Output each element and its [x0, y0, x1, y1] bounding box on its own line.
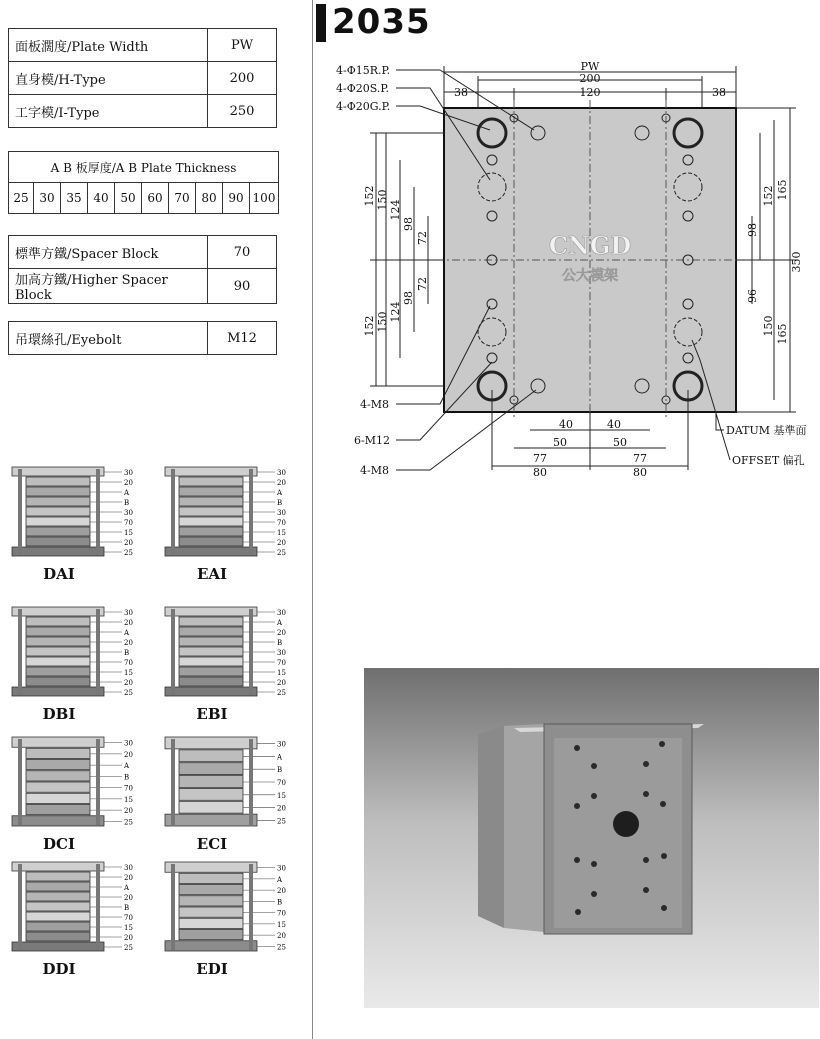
- mold-type-ddi: [10, 860, 160, 980]
- thickness-value: 90: [223, 183, 250, 214]
- mold-plate: [26, 782, 90, 792]
- mold-plate: [12, 687, 104, 696]
- i-type-label: 工字模/I-Type: [9, 95, 208, 128]
- mold-plate: [26, 922, 90, 931]
- dim-label: 40: [559, 418, 573, 431]
- mold-dim-label: A: [124, 884, 130, 892]
- mold-dim-label: 25: [124, 944, 133, 952]
- mold-dim-label: 25: [277, 817, 286, 826]
- mold-dim-label: 20: [124, 874, 133, 882]
- thickness-value: 100: [250, 183, 279, 214]
- dim-label: 98: [402, 217, 415, 231]
- mold-plate: [26, 793, 90, 803]
- guide-pillar: [249, 864, 253, 950]
- mold-dim-label: 70: [277, 659, 286, 667]
- dim-label: 77: [633, 452, 647, 465]
- mold-type-label: DCI: [43, 835, 75, 853]
- dim-label: 98: [746, 223, 759, 237]
- mold-dim-label: 30: [277, 864, 286, 873]
- mold-dim-label: 20: [124, 639, 133, 647]
- mold-plate: [26, 617, 90, 626]
- offset-label: OFFSET 偏孔: [732, 454, 805, 467]
- mold-plate: [26, 667, 90, 676]
- spacer-value: 70: [208, 236, 277, 269]
- mold-plate: [179, 497, 243, 506]
- thickness-value: 50: [115, 183, 142, 214]
- mold-type-dci: [10, 735, 160, 855]
- mold-plate: [26, 912, 90, 921]
- guide-pillar: [249, 469, 253, 555]
- dim-label: 152: [762, 185, 775, 207]
- higher-spacer-label: 加高方鐵/Higher Spacer Block: [9, 269, 208, 304]
- plate-drawing: [316, 50, 820, 480]
- guide-pillar: [96, 739, 100, 825]
- mold-type-eci: [163, 735, 313, 855]
- mold-plate: [179, 477, 243, 486]
- thickness-values-row: [9, 183, 279, 214]
- thickness-value: 60: [142, 183, 169, 214]
- table-row: [9, 62, 277, 95]
- mold-plate: [165, 862, 257, 872]
- mold-plate: [26, 517, 90, 526]
- dim-label: 124: [389, 301, 402, 323]
- mold-dim-label: B: [124, 904, 130, 912]
- mold-plate: [26, 932, 90, 941]
- dim-label: 50: [553, 436, 567, 449]
- mold-type-dai: [10, 465, 160, 585]
- mold-plate: [26, 760, 90, 770]
- dim-label: 350: [790, 251, 803, 273]
- mold-dim-label: 30: [277, 649, 286, 657]
- mold-schematic: [10, 860, 160, 960]
- guide-pillar: [96, 609, 100, 695]
- mold-dim-label: A: [124, 762, 130, 771]
- mold-dim-label: 20: [124, 750, 133, 759]
- mold-dim-label: 30: [124, 509, 133, 517]
- mold-dim-label: 20: [124, 679, 133, 687]
- mold-dim-label: 70: [124, 784, 133, 793]
- guide-pillar: [18, 469, 22, 555]
- mold-type-label: EDI: [196, 960, 228, 978]
- dim-label: 150: [376, 189, 389, 211]
- guide-pillar: [18, 609, 22, 695]
- dim-label: 38: [712, 86, 726, 99]
- mold-dim-label: 25: [124, 689, 133, 697]
- mold-plate: [165, 467, 257, 476]
- mold-dim-label: 30: [124, 864, 133, 872]
- mold-plate: [165, 737, 257, 749]
- mold-dim-label: 15: [124, 529, 133, 537]
- mold-dim-label: 70: [124, 659, 133, 667]
- mold-base-illustration: [364, 668, 819, 1008]
- mold-plate: [179, 617, 243, 626]
- mold-plate: [179, 873, 243, 883]
- mold-type-dbi: [10, 605, 160, 725]
- mold-dim-label: 30: [124, 469, 133, 477]
- dim-label: 150: [762, 315, 775, 337]
- mold-schematic: [10, 605, 160, 705]
- mold-dim-label: A: [277, 619, 283, 627]
- mold-dim-label: B: [124, 649, 130, 657]
- mold-dim-label: 25: [124, 818, 133, 827]
- mold-plate: [26, 872, 90, 881]
- mold-dim-label: 25: [277, 943, 286, 952]
- mold-dim-label: 20: [124, 934, 133, 942]
- dim-label: PW: [580, 60, 600, 73]
- mold-plate: [179, 527, 243, 536]
- dim-label: 72: [416, 277, 429, 291]
- dim-label: 50: [613, 436, 627, 449]
- mold-plate: [26, 892, 90, 901]
- mold-dim-label: 20: [124, 619, 133, 627]
- dim-label: 150: [376, 311, 389, 333]
- table-row: [9, 236, 277, 269]
- mold-dim-label: 20: [277, 887, 286, 896]
- mold-dim-label: 30: [124, 739, 133, 748]
- table-row: [9, 29, 277, 62]
- mold-dim-label: 25: [124, 549, 133, 557]
- guide-pillar: [18, 739, 22, 825]
- mold-plate: [26, 627, 90, 636]
- mold-plate: [179, 896, 243, 906]
- guide-pillar: [249, 739, 253, 825]
- mold-plate: [12, 607, 104, 616]
- mold-plate: [12, 467, 104, 476]
- mold-plate: [179, 647, 243, 656]
- mold-dim-label: 20: [124, 539, 133, 547]
- mold-dim-label: A: [277, 489, 283, 497]
- dim-label: 80: [533, 466, 547, 479]
- logo-subtext: 公大模架: [562, 268, 618, 284]
- h-type-label: 直身模/H-Type: [9, 62, 208, 95]
- guide-pillar: [171, 469, 175, 555]
- mold-plate: [179, 763, 243, 775]
- mold-plate: [26, 677, 90, 686]
- mold-type-eai: [163, 465, 313, 585]
- mold-dim-label: 20: [277, 804, 286, 813]
- mold-dim-label: B: [277, 499, 283, 507]
- mold-plate: [26, 748, 90, 758]
- mold-plate: [179, 537, 243, 546]
- mold-type-label: DDI: [42, 960, 76, 978]
- thickness-table: [8, 151, 279, 214]
- mold-dim-label: 30: [277, 609, 286, 617]
- mold-plate: [26, 657, 90, 666]
- guide-pillar: [96, 864, 100, 950]
- mold-dim-label: 20: [277, 479, 286, 487]
- mold-plate: [179, 776, 243, 788]
- mold-plate: [165, 687, 257, 696]
- mold-plate: [12, 816, 104, 826]
- mold-type-label: EBI: [196, 705, 228, 723]
- mold-schematic: [163, 605, 313, 705]
- thickness-value: 25: [9, 183, 34, 214]
- table-row: [9, 95, 277, 128]
- callout-label: 6-M12: [354, 434, 390, 447]
- mold-dim-label: 70: [124, 519, 133, 527]
- mold-plate: [179, 918, 243, 928]
- mold-dim-label: 20: [124, 807, 133, 816]
- thickness-value: 40: [88, 183, 115, 214]
- mold-plate: [12, 547, 104, 556]
- mold-dim-label: 15: [124, 795, 133, 804]
- guide-pillar: [96, 469, 100, 555]
- mold-type-edi: [163, 860, 313, 980]
- mold-type-ebi: [163, 605, 313, 725]
- mold-plate: [26, 537, 90, 546]
- mold-dim-label: 15: [124, 669, 133, 677]
- mold-plate: [26, 527, 90, 536]
- dim-label: 120: [579, 86, 601, 99]
- mold-dim-label: B: [124, 499, 130, 507]
- mold-plate: [26, 902, 90, 911]
- dim-label: 200: [579, 72, 601, 85]
- dim-label: 96: [746, 289, 759, 303]
- dim-label: 98: [402, 291, 415, 305]
- mold-plate: [12, 737, 104, 747]
- mold-dim-label: 20: [277, 932, 286, 941]
- mold-plate: [165, 547, 257, 556]
- mold-dim-label: 25: [277, 689, 286, 697]
- callout-label: 4-Φ15R.P.: [336, 64, 391, 77]
- dim-label: 165: [776, 323, 789, 345]
- mold-dim-label: 20: [124, 479, 133, 487]
- mold-dim-label: 30: [277, 509, 286, 517]
- mold-schematic: [10, 735, 160, 835]
- table-row: [9, 322, 277, 355]
- mold-dim-label: A: [277, 875, 283, 884]
- eyebolt-label: 吊環絲孔/Eyebolt: [9, 322, 208, 355]
- mold-plate: [179, 750, 243, 762]
- mold-dim-label: 15: [277, 669, 286, 677]
- dim-label: 165: [776, 179, 789, 201]
- callout-label: 4-Φ20G.P.: [336, 100, 391, 113]
- table-row: [9, 269, 277, 304]
- mold-type-label: DBI: [42, 705, 76, 723]
- plate-width-value: PW: [208, 29, 277, 62]
- mold-dim-label: 30: [124, 609, 133, 617]
- mold-dim-label: B: [277, 639, 283, 647]
- plate-width-label: 面板濶度/Plate Width: [9, 29, 208, 62]
- mold-plate: [26, 805, 90, 815]
- mold-plate: [179, 907, 243, 917]
- guide-pillar: [249, 609, 253, 695]
- mold-schematic: [10, 465, 160, 565]
- eyebolt-table: [8, 321, 277, 355]
- datum-label: DATUM 基準面: [726, 424, 807, 437]
- h-type-value: 200: [208, 62, 277, 95]
- mold-dim-label: A: [277, 753, 283, 762]
- logo-text: CNGD: [548, 231, 632, 260]
- mold-type-label: DAI: [43, 565, 75, 583]
- spacer-table: [8, 235, 277, 304]
- i-type-value: 250: [208, 95, 277, 128]
- dim-label: 40: [607, 418, 621, 431]
- mold-plate: [12, 862, 104, 871]
- mold-dim-label: 20: [277, 629, 286, 637]
- mold-plate: [26, 477, 90, 486]
- spacer-label: 標準方鐵/Spacer Block: [9, 236, 208, 269]
- mold-schematic: [163, 735, 313, 835]
- mold-plate: [165, 814, 257, 826]
- thickness-title: A B 板厚度/A B Plate Thickness: [9, 152, 279, 183]
- mold-plate: [26, 637, 90, 646]
- mold-plate: [179, 627, 243, 636]
- mold-dim-label: 15: [124, 924, 133, 932]
- mold-dim-label: 15: [277, 529, 286, 537]
- mold-dim-label: 30: [277, 740, 286, 749]
- mold-plate: [179, 487, 243, 496]
- mold-dim-label: B: [124, 773, 130, 782]
- mold-plate: [179, 885, 243, 895]
- dim-label: 72: [416, 231, 429, 245]
- header-bar: [316, 4, 326, 42]
- mold-plate: [165, 607, 257, 616]
- mold-dim-label: A: [124, 489, 130, 497]
- callout-label: 4-M8: [360, 398, 389, 411]
- mold-plate: [26, 647, 90, 656]
- mold-dim-label: B: [277, 766, 283, 775]
- mold-dim-label: 70: [124, 914, 133, 922]
- mold-dim-label: 15: [277, 920, 286, 929]
- mold-dim-label: 70: [277, 909, 286, 918]
- mold-plate: [26, 487, 90, 496]
- dim-label: 77: [533, 452, 547, 465]
- mold-dim-label: 70: [277, 779, 286, 787]
- mold-dim-label: 25: [277, 549, 286, 557]
- mold-dim-label: 20: [277, 679, 286, 687]
- mold-plate: [179, 507, 243, 516]
- mold-dim-label: B: [277, 898, 283, 907]
- dim-label: 38: [454, 86, 468, 99]
- guide-pillar: [171, 609, 175, 695]
- mold-dim-label: 20: [124, 894, 133, 902]
- guide-pillar: [18, 864, 22, 950]
- dim-label: 152: [363, 185, 376, 207]
- mold-type-label: ECI: [196, 835, 228, 853]
- thickness-value: 70: [169, 183, 196, 214]
- divider: [312, 0, 313, 1039]
- dim-label: 124: [389, 199, 402, 221]
- mold-schematic: [163, 465, 313, 565]
- dim-label: 152: [363, 315, 376, 337]
- callout-label: 4-M8: [360, 464, 389, 477]
- mold-dim-label: 15: [277, 791, 286, 800]
- guide-pillar: [171, 864, 175, 950]
- mold-plate: [179, 677, 243, 686]
- mold-dim-label: 70: [277, 519, 286, 527]
- mold-dim-label: A: [124, 629, 130, 637]
- model-number: 2035: [332, 2, 431, 42]
- mold-plate: [179, 801, 243, 813]
- mold-type-label: EAI: [196, 565, 228, 583]
- dim-label: 80: [633, 466, 647, 479]
- higher-spacer-value: 90: [208, 269, 277, 304]
- mold-plate: [26, 497, 90, 506]
- mold-dim-label: 20: [277, 539, 286, 547]
- thickness-value: 30: [34, 183, 61, 214]
- mold-dim-label: 30: [277, 469, 286, 477]
- mold-plate: [179, 517, 243, 526]
- mold-plate: [179, 637, 243, 646]
- plate-width-table: [8, 28, 277, 128]
- callout-label: 4-Φ20S.P.: [336, 82, 390, 95]
- mold-plate: [26, 507, 90, 516]
- mold-plate: [26, 882, 90, 891]
- guide-pillar: [171, 739, 175, 825]
- mold-plate: [179, 930, 243, 940]
- eyebolt-value: M12: [208, 322, 277, 355]
- mold-plate: [165, 941, 257, 951]
- thickness-value: 35: [61, 183, 88, 214]
- mold-plate: [12, 942, 104, 951]
- mold-plate: [179, 657, 243, 666]
- thickness-value: 80: [196, 183, 223, 214]
- product-photo: [364, 668, 819, 1008]
- mold-plate: [26, 771, 90, 781]
- mold-plate: [179, 788, 243, 800]
- mold-plate: [179, 667, 243, 676]
- mold-schematic: [163, 860, 313, 960]
